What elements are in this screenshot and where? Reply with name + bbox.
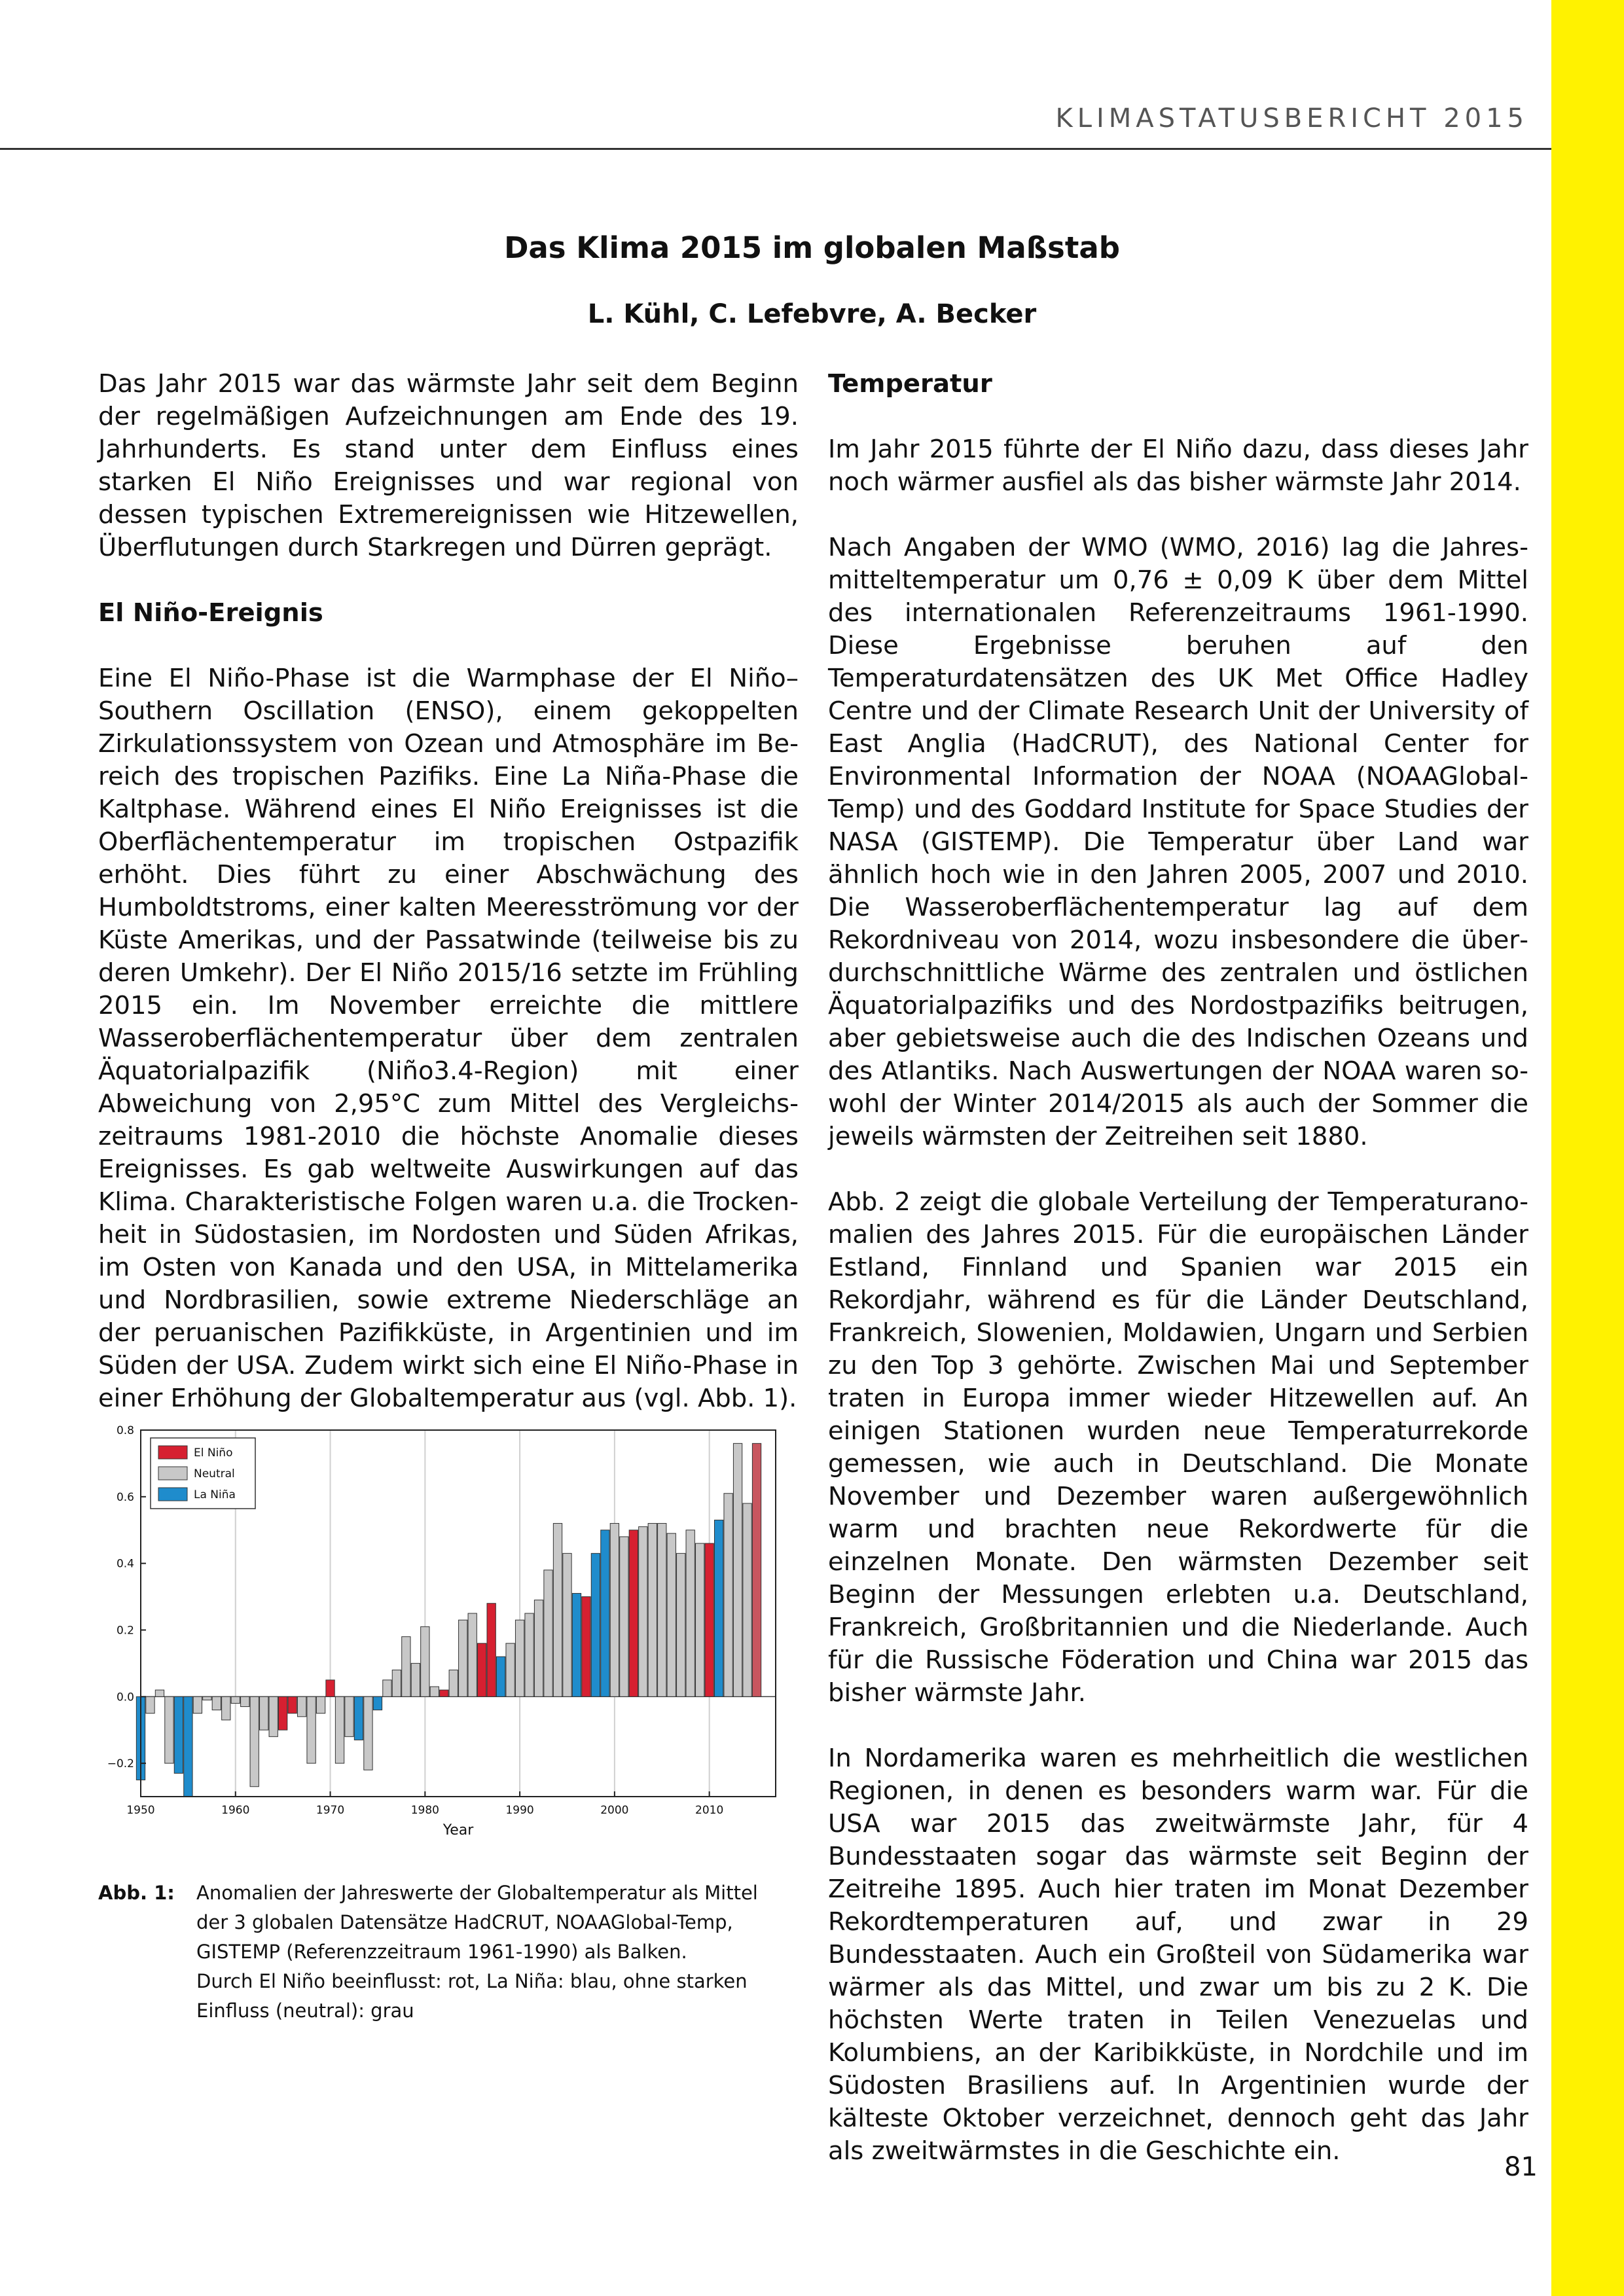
bar-1982 (440, 1690, 448, 1696)
bar-1983 (449, 1670, 458, 1697)
article-title: Das Klima 2015 im globalen Maßstab (504, 230, 1120, 265)
bar-1989 (506, 1643, 514, 1696)
bar-1985 (468, 1613, 477, 1696)
legend-swatch-neutral (158, 1467, 187, 1480)
article-authors: L. Kühl, C. Lefebvre, A. Becker (587, 299, 1037, 329)
header-rule (0, 148, 1551, 150)
bar-1965 (279, 1696, 287, 1730)
legend-label-elnino: El Niño (194, 1446, 233, 1460)
bar-2007 (677, 1553, 685, 1696)
bar-1986 (478, 1643, 486, 1696)
bar-2009 (696, 1543, 704, 1696)
caption-line: GISTEMP (Referenzzeitraum 1961-1990) als Balken. (196, 1941, 687, 1963)
temperatur-paragraph-4: In Nordamerika waren es mehrheitlich die westlichen Regionen, in denen es besonders warm war. Für die USA war 2015 das zweitwärmste Jahr, für 4 Bundesstaaten sogar das wärmste seit Beginn der Zeitreihe 1895. Auch hier traten im Monat Dezember Rekordtemperaturen auf, und zwar in 29 Bundesstaaten. Auch ein Großteil von Südamerika war wärmer als das Mittel, und zwar um bis zu 2 K. Die höchsten Werte traten in Teilen Venezuelas und Kolumbiens, an der Karibikküste, in Nordchile und im Südosten Brasiliens auf. In Argentinien wurde der kälteste Oktober verzeichnet, dennoch geht das Jahr als zweitwärmstes in die Geschichte ein. (828, 1744, 1528, 2166)
left-column (98, 368, 799, 1448)
bar-2000 (610, 1524, 619, 1697)
bar-1981 (430, 1687, 439, 1696)
bar-1999 (601, 1530, 609, 1697)
bar-1954 (174, 1696, 183, 1773)
bar-1964 (269, 1696, 278, 1736)
x-tick-label: 1970 (316, 1804, 345, 1817)
bar-2004 (648, 1524, 657, 1697)
yellow-margin-bar (1551, 0, 1624, 2296)
x-tick-label: 1990 (505, 1804, 534, 1817)
el-nino-paragraph: Eine El Niño-Phase ist die Warmphase der El Niño–Southern Oscillation (ENSO), einem gekoppelten Zirkulationssystem von Ozean und Atmosphäre im Bereich des tropischen Pazifiks. Eine La Niña-Phase die Kaltphase. Während eines El Niño Ereignisses ist die Oberflächentemperatur im tropischen Ostpazifik erhöht. Dies führt zu einer Abschwächung des Humboldtstroms, einer kalten Meeresströmung vor der Küste Amerikas, und der Passatwinde (teilweise bis zu deren Umkehr). Der El Niño 2015/16 setzte im Frühling 2015 ein. Im November erreichte die mittlere Wasseroberflächentemperatur über dem zentralen Äquatorialpazifik (Niño3.4-Region) mit einer Abweichung von 2,95°C zum Mittel des Vergleichszeitraums 1981-2010 die höchste Anomalie dieses Ereignisses. Es gab weltweite Auswirkungen auf das Klima. Charakteristische Folgen waren u.a. die Trockenheit in Südostasien, im Nordosten und Süden Afrikas, im Osten von Kanada und den USA, in Mittelamerika und Nordbrasilien, sowie extreme Niederschläge an der peruanischen Pazifikküste, in Argentinien und im Süden der USA. Zudem wirkt sich eine El Niño-Phase in einer Erhöhung der Globaltemperatur aus (vgl. Abb. 1). (98, 664, 799, 1413)
legend-swatch-lanina (158, 1488, 187, 1501)
bar-1979 (411, 1663, 420, 1696)
bar-2010 (705, 1543, 713, 1696)
bar-2002 (629, 1530, 638, 1697)
bar-1961 (241, 1696, 249, 1706)
x-axis-label: Year (442, 1822, 474, 1839)
temperature-anomaly-chart (98, 1417, 792, 1849)
bar-1963 (260, 1696, 268, 1730)
bar-2001 (620, 1537, 628, 1696)
bar-2003 (639, 1527, 647, 1697)
bar-1984 (459, 1620, 467, 1696)
y-tick-label: 0.2 (116, 1624, 134, 1638)
intro-paragraph: Das Jahr 2015 war das wärmste Jahr seit dem Beginn der regelmäßigen Aufzeichnungen am Ende des 19. Jahrhunderts. Es stand unter dem Einfluss eines starken El Niño Ereignisses und war regional von dessen typischen Extremereignissen wie Hitzewellen, Überflutungen durch Starkregen und Dürren geprägt. (98, 369, 799, 562)
x-tick-label: 1960 (221, 1804, 250, 1817)
bar-1971 (335, 1696, 344, 1763)
bar-1988 (496, 1657, 505, 1696)
legend-label-neutral: Neutral (194, 1467, 235, 1480)
bar-1957 (203, 1696, 211, 1700)
bar-1994 (553, 1524, 562, 1697)
bar-1962 (250, 1696, 259, 1786)
bar-1993 (544, 1570, 552, 1696)
caption-line: Anomalien der Jahreswerte der Globaltemperatur als Mittel (196, 1882, 758, 1904)
page-number: 81 (1504, 2152, 1538, 2182)
bar-2014 (743, 1503, 751, 1696)
bar-2008 (686, 1530, 695, 1697)
bar-1959 (222, 1696, 230, 1720)
bar-1966 (288, 1696, 297, 1713)
bar-1987 (487, 1604, 496, 1697)
bar-1974 (364, 1696, 372, 1770)
section-heading-el-nino: El Niño-Ereignis (98, 598, 323, 628)
bar-1995 (563, 1553, 571, 1696)
bar-1956 (193, 1696, 202, 1713)
caption-line: Einfluss (neutral): grau (196, 2000, 414, 2022)
y-tick-label: 0.0 (116, 1691, 134, 1704)
y-tick-label: 0.8 (116, 1424, 134, 1437)
y-tick-label: −0.2 (107, 1757, 134, 1771)
caption-label: Abb. 1: (98, 1882, 175, 1904)
bar-1953 (165, 1696, 173, 1763)
bar-1960 (231, 1696, 240, 1703)
temperatur-paragraph-1: Im Jahr 2015 führte der El Niño dazu, dass dieses Jahr noch wärmer ausfiel als das bisher wärmste Jahr 2014. (828, 435, 1528, 497)
x-tick-label: 2000 (600, 1804, 629, 1817)
y-tick-label: 0.4 (116, 1557, 134, 1571)
bar-1975 (373, 1696, 382, 1710)
bar-1951 (146, 1696, 154, 1713)
caption-text (196, 1878, 799, 2026)
y-tick-label: 0.6 (116, 1490, 134, 1504)
bar-1992 (534, 1600, 543, 1697)
bar-2006 (667, 1534, 676, 1696)
bar-1955 (184, 1696, 192, 1797)
bar-2012 (724, 1494, 732, 1697)
bar-1996 (572, 1593, 581, 1696)
bar-1968 (307, 1696, 316, 1763)
x-tick-label: 1950 (126, 1804, 155, 1817)
bar-1967 (297, 1696, 306, 1717)
bar-1976 (383, 1680, 391, 1696)
bar-2011 (714, 1520, 723, 1696)
bar-1970 (326, 1680, 334, 1696)
bar-1990 (515, 1620, 524, 1696)
legend-label-lanina: La Niña (194, 1488, 236, 1501)
running-header: KLIMASTATUSBERICHT 2015 (1055, 103, 1528, 134)
bar-1978 (402, 1637, 410, 1697)
section-heading-temperatur: Temperatur (828, 369, 992, 399)
bar-1991 (525, 1613, 533, 1696)
temperatur-paragraph-2: Nach Angaben der WMO (WMO, 2016) lag die Jahresmitteltemperatur um 0,76 ± 0,09 K über dem Mittel des internationalen Referenzeitraums 1961-1990. Diese Ergebnisse beruhen auf den Temperaturdatensätzen des UK Met Office Hadley Centre und der Climate Research Unit der University of East Anglia (HadCRUT), des National Center for Environmental Information der NOAA (NOAAGlobal-Temp) und des Goddard Institute for Space Studies der NASA (GISTEMP). Die Temperatur über Land war ähnlich hoch wie in den Jahren 2005, 2007 und 2010. Die Wasseroberflächentemperatur lag auf dem Rekordniveau von 2014, wozu insbesondere die überdurchschnittliche Wärme des zentralen und östlichen Äquatorialpazifiks und des Nordostpazifiks beitrugen, aber gebietsweise auch die des Indischen Ozeans und des Atlantiks. Nach Auswertungen der NOAA waren sowohl der Winter 2014/2015 als auch der Sommer die jeweils wärmsten der Zeitreihen seit 1880. (828, 533, 1528, 1151)
caption-line: der 3 globalen Datensätze HadCRUT, NOAAGlobal-Temp, (196, 1911, 733, 1933)
x-tick-label: 1980 (410, 1804, 439, 1817)
temperatur-paragraph-3: Abb. 2 zeigt die globale Verteilung der Temperaturanomalien des Jahres 2015. Für die europäischen Länder Estland, Finnland und Spanien war 2015 ein Rekordjahr, während es für die Länder Deutschland, Frankreich, Slowenien, Moldawien, Ungarn und Serbien zu den Top 3 gehörte. Zwischen Mai und September traten in Europa immer wieder Hitzewellen auf. An einigen Stationen wurden neue Temperaturrekorde gemessen, wie auch in Deutschland. Die Monate November und Dezember waren außergewöhnlich warm und brachten neue Rekordwerte für die einzelnen Monate. Den wärmsten Dezember seit Beginn der Messungen erlebten u.a. Deutschland, Frankreich, Großbritannien und die Niederlande. Auch für die Russische Föderation und China war 2015 das bisher wärmste Jahr. (828, 1187, 1528, 1708)
bar-1998 (591, 1553, 600, 1696)
bar-1973 (354, 1696, 363, 1740)
bar-1977 (392, 1670, 401, 1697)
caption-line: Durch El Niño beeinflusst: rot, La Niña: blau, ohne starken (196, 1970, 748, 1992)
bar-2015 (752, 1443, 761, 1696)
bar-1980 (421, 1626, 429, 1696)
bar-1958 (212, 1696, 221, 1710)
bar-1972 (345, 1696, 353, 1736)
legend-swatch-elnino (158, 1446, 187, 1459)
bar-1952 (155, 1690, 164, 1696)
right-column (828, 368, 1528, 2200)
x-tick-label: 2010 (695, 1804, 724, 1817)
chart-svg (98, 1417, 792, 1849)
bar-2013 (733, 1443, 742, 1696)
bar-1997 (582, 1597, 590, 1697)
bar-2005 (658, 1524, 666, 1697)
bar-1969 (316, 1696, 325, 1713)
